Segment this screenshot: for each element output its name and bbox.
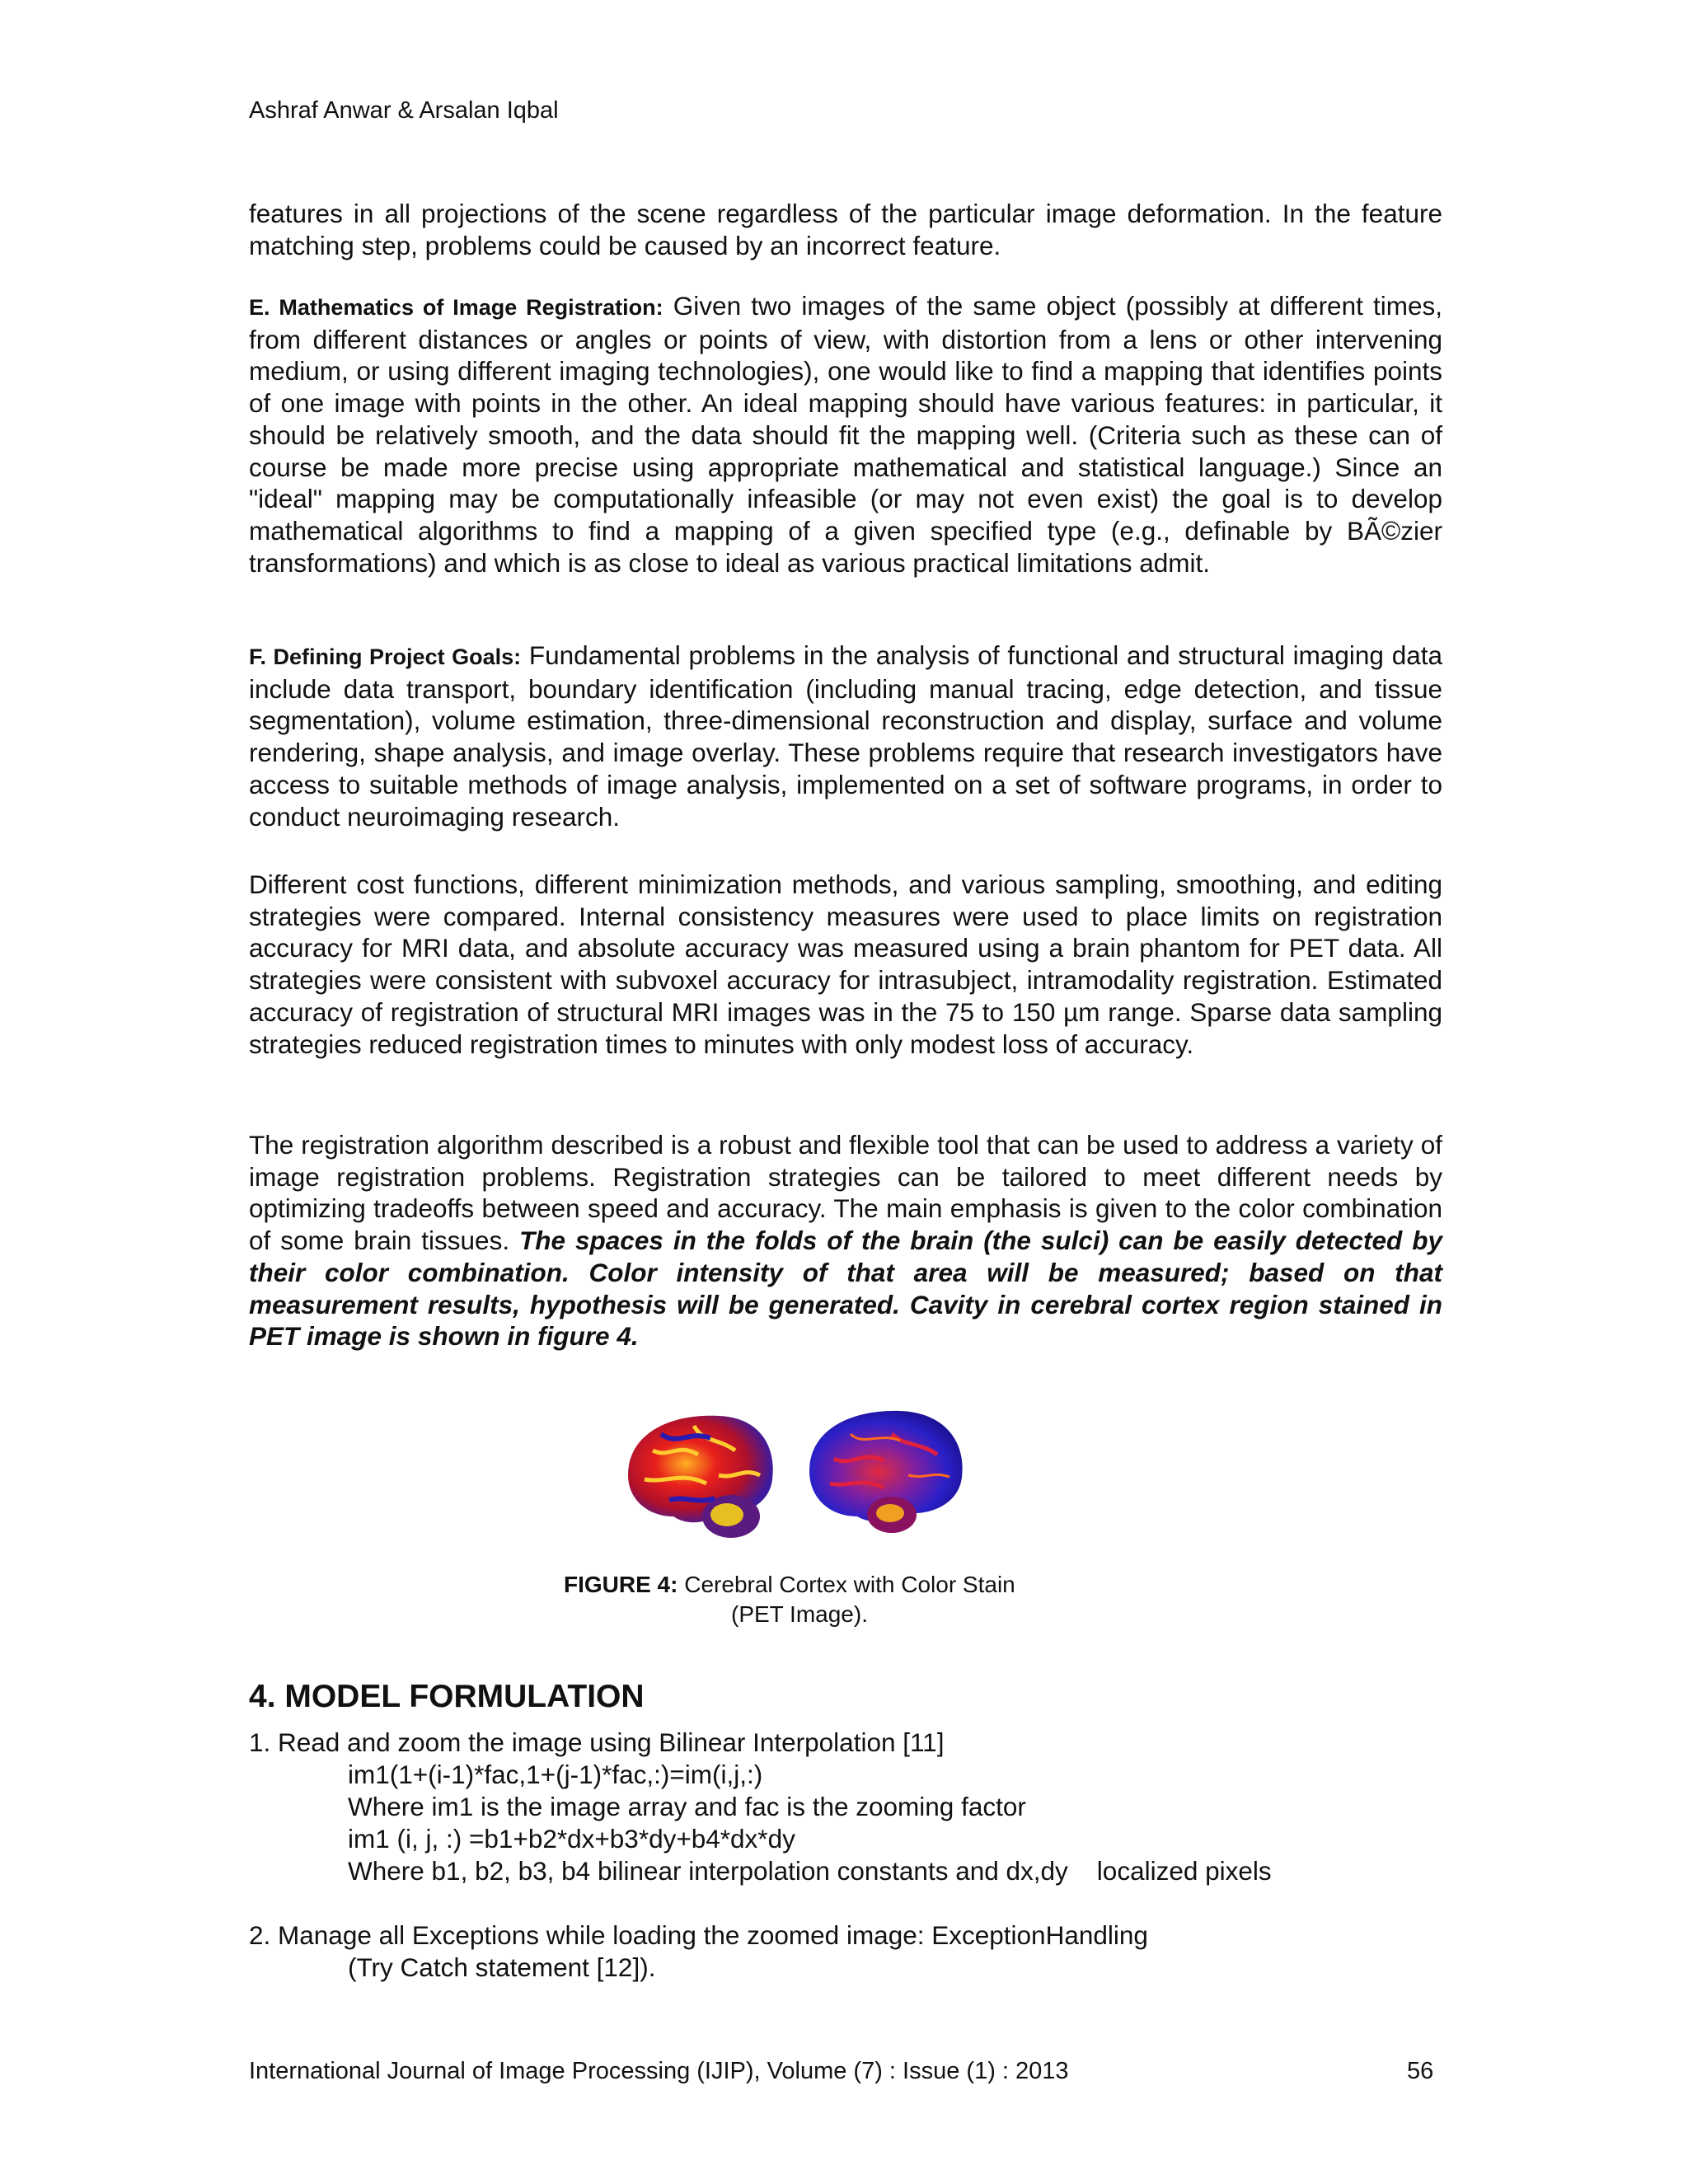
paragraph-feature-matching [249,198,1442,261]
paragraph-registration-algorithm [249,1129,1442,1352]
paragraph-text: Different cost functions, different minimization methods, and various sampling, smoothing, and editing strategies were compared. Internal consistency measures were used to place limits on registration accuracy for MRI data, and absolute accuracy was measured using a brain phantom for PET data. All strategies were consistent with subvoxel accuracy for intrasubject, intramodality registration. Estimated accuracy of registration of structural MRI images was in the 75 to 150 µm range. Sparse data sampling strategies reduced registration times to minutes with only modest loss of accuracy. [249,869,1442,1059]
step-1: 1. Read and zoom the image using Bilinear Interpolation [11] [249,1727,945,1757]
equation-note-1: Where im1 is the image array and fac is the zooming factor [348,1792,1026,1821]
journal-footer: International Journal of Image Processing (IJIP), Volume (7) : Issue (1) : 2013 [249,2058,1069,2084]
paragraph-project-goals [249,640,1442,832]
paragraph-text: The registration algorithm described is a robust and flexible tool that can be used to address a variety of image registration problems. Registration strategies can be tailored to meet different needs by optimizing tradeoffs between speed and accuracy. The main emphasis is given to the color combination of some brain tissues. [249,1130,1442,1256]
step-2-note: (Try Catch statement [12]). [348,1952,656,1982]
paragraph-text: Given two images of the same object (possibly at different times, from different distances or angles or points of view, with distortion from a lens or other intervening medium, or using different imaging technologies), one would like to find a mapping that identifies points of one image with points in the other. An ideal mapping should have various features: in particular, it should be relatively smooth, and the data should fit the mapping well. (Criteria such as these can of course be made more precise using appropriate mathematical and statistical language.) Since an "ideal" mapping may be computationally infeasible (or may not even exist) the goal is to develop mathematical algorithms to find a mapping of a given specified type (e.g., definable by BÃ©zier transformations) and which is as close to ideal as various practical limitations admit. [249,291,1442,578]
equation-zoom: im1(1+(i-1)*fac,1+(j-1)*fac,:)=im(i,j,:) [348,1760,763,1789]
paragraph-text: Fundamental problems in the analysis of functional and structural imaging data include data transport, boundary identification (including manual tracing, edge detection, and tissue segmentation), volume estimation, three-dimensional reconstruction and display, surface and volume rendering, shape analysis, and image overlay. These problems require that research investigators have access to suitable methods of image analysis, implemented on a set of software programs, in order to conduct neuroimaging research. [249,640,1443,832]
brain-pet-figure [620,1401,1221,1554]
figure-label: FIGURE 4: [564,1572,678,1597]
equation-bilinear: im1 (i, j, :) =b1+b2*dx+b3*dy+b4*dx*dy [348,1824,795,1854]
brain-right-icon [809,1411,963,1533]
step-2: 2. Manage all Exceptions while loading the zoomed image: ExceptionHandling [249,1920,1148,1950]
section-heading: 4. MODEL FORMULATION [249,1679,645,1714]
paragraph-mathematics [249,290,1442,579]
equation-note-2: Where b1, b2, b3, b4 bilinear interpolation constants and dx,dy localized pixels [348,1856,1272,1886]
subsection-label-e: E. Mathematics of Image Registration: [249,295,663,320]
running-header: Ashraf Anwar & Arsalan Iqbal [249,97,559,124]
caption-line-1: FIGURE 4: Cerebral Cortex with Color Stain [564,1572,1015,1597]
subsection-label-f: F. Defining Project Goals: [249,644,522,669]
page-number: 56 [1407,2058,1434,2084]
caption-line-2: (PET Image). [731,1601,868,1627]
paragraph-cost-functions [249,869,1442,1060]
emphasized-text: The spaces in the folds of the brain (the sulci) can be easily detected by their color combination. Color intensity of that area will be measured; based on that measurement results, hypothesis will be generated. Cavity in cerebral cortex region stained in PET image is shown in figure 4. [249,1226,1442,1352]
paragraph-text: features in all projections of the scene regardless of the particular image deformation. In the feature matching step, problems could be caused by an incorrect feature. [249,199,1442,260]
brain-left-icon [628,1416,773,1538]
